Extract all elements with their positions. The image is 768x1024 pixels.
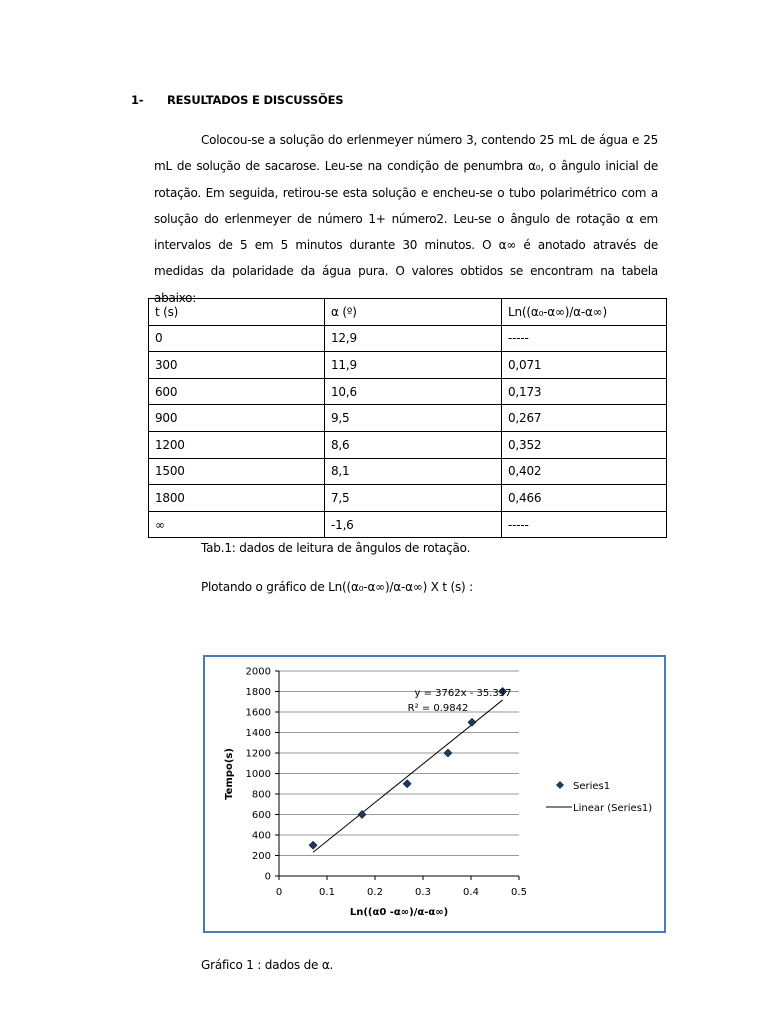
y-tick-label: 1200 (245, 748, 271, 760)
x-tick-label: 0 (275, 887, 283, 898)
table-header-row (149, 299, 667, 326)
y-tick-label: 1600 (245, 707, 271, 719)
table-cell: 0,466 (502, 485, 667, 512)
chart-caption: Gráfico 1 : dados de α. (201, 958, 334, 972)
table-cell: 11,9 (325, 352, 502, 379)
table-cell: 10,6 (325, 378, 502, 405)
table-cell: 8,6 (325, 431, 502, 458)
table-row (149, 431, 667, 458)
table-row (149, 405, 667, 432)
x-tick-label: 0.4 (463, 887, 479, 898)
table-cell: 300 (149, 352, 325, 379)
table-cell: 9,5 (325, 405, 502, 432)
y-tick-label: 1000 (245, 769, 271, 780)
y-tick-label: 200 (251, 851, 271, 862)
table-cell: 0,402 (502, 458, 667, 485)
paragraph-text: Colocou-se a solução do erlenmeyer número 3, contendo 25 mL de água e 25 mL de solução de sacarose. Leu-se na condição de penumbra α₀, o ângulo inicial de rotação. Em seguida, retirou-se esta solução e encheu-se o tubo polarimétrico com a solução do erlenmeyer de número 1+ número2. Leu-se o ângulo de rotação α em intervalos de 5 em 5 minutos durante 30 minutos. O α∞ é anotado através de medidas da polaridade da água pura. O valores obtidos se encontram na tabela abaixo: (154, 133, 658, 305)
rotation-angle-table (148, 298, 667, 538)
table-cell: 1500 (149, 458, 325, 485)
x-tick-label: 0.5 (511, 887, 527, 898)
table-header-cell: t (s) (149, 299, 325, 326)
legend-marker-series1 (556, 781, 564, 789)
results-paragraph (154, 127, 658, 311)
table-cell: 1800 (149, 485, 325, 512)
table-cell: ----- (502, 511, 667, 538)
table-cell: 7,5 (325, 485, 502, 512)
legend-label-linear: Linear (Series1) (573, 803, 653, 814)
table-cell: 0,071 (502, 352, 667, 379)
x-tick-label: 0.2 (367, 887, 383, 898)
y-tick-label: 800 (251, 789, 271, 801)
table-row (149, 352, 667, 379)
y-tick-label: 2000 (245, 666, 271, 678)
data-point (403, 780, 411, 788)
table-cell: 0,173 (502, 378, 667, 405)
y-tick-label: 400 (251, 830, 271, 842)
y-tick-label: 1400 (245, 728, 271, 739)
legend-label-series1: Series1 (573, 781, 611, 792)
table-cell: 1200 (149, 431, 325, 458)
table-row (149, 378, 667, 405)
r-squared-label: R² = 0.9842 (407, 703, 469, 714)
x-tick-label: 0.1 (319, 887, 335, 898)
table-cell: 600 (149, 378, 325, 405)
y-tick-label: 0 (264, 871, 271, 883)
y-tick-label: 600 (251, 810, 271, 821)
section-title: RESULTADOS E DISCUSSÕES (167, 93, 344, 107)
table-row (149, 511, 667, 538)
table-cell: 0,352 (502, 431, 667, 458)
table-cell: 0 (149, 325, 325, 352)
trendline-equation: y = 3762x - 35.337 (414, 688, 512, 699)
table-cell: 12,9 (325, 325, 502, 352)
data-point (358, 811, 366, 819)
table-cell: ----- (502, 325, 667, 352)
plot-intro-text: Plotando o gráfico de Ln((α₀-α∞)/α-α∞) X t (s) : (201, 580, 473, 594)
table-caption: Tab.1: dados de leitura de ângulos de rotação. (201, 541, 471, 555)
x-tick-label: 0.3 (415, 887, 431, 898)
x-axis-title: Ln((α0 -α∞)/α-α∞) (349, 907, 449, 918)
table-row (149, 458, 667, 485)
table-cell: 900 (149, 405, 325, 432)
table-cell: 0,267 (502, 405, 667, 432)
y-tick-label: 1800 (245, 687, 271, 698)
table-cell: ∞ (149, 511, 325, 538)
table-cell: -1,6 (325, 511, 502, 538)
table-header-cell: α (º) (325, 299, 502, 326)
data-point (468, 718, 476, 726)
section-number: 1- (131, 93, 144, 107)
table-header-cell: Ln((α₀-α∞)/α-α∞) (502, 299, 667, 326)
data-point (444, 749, 452, 757)
table-row (149, 485, 667, 512)
section-heading (131, 93, 343, 107)
table-row (149, 325, 667, 352)
y-axis-title: Tempo(s) (224, 748, 235, 800)
chart-frame (203, 655, 666, 933)
scatter-chart (205, 657, 668, 935)
table-cell: 8,1 (325, 458, 502, 485)
data-point (309, 841, 317, 849)
